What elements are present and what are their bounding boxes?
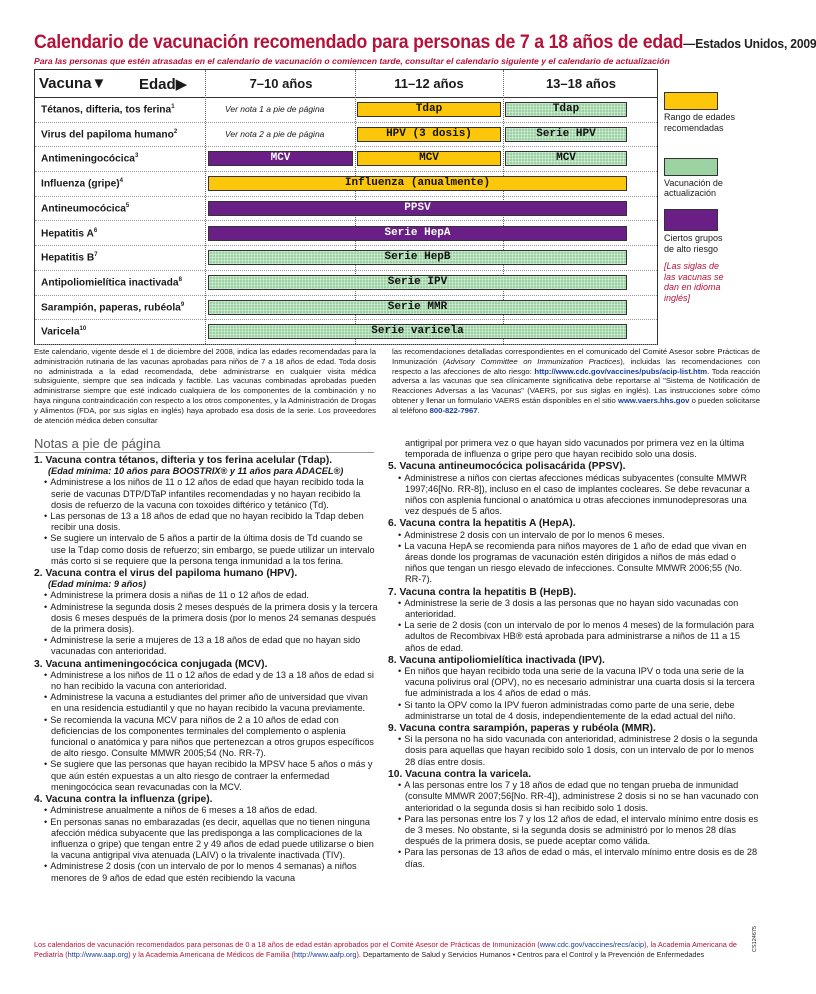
note-2-list <box>44 590 379 657</box>
note-10-title: 10. Vacuna contra la varicela. <box>388 768 532 780</box>
schedule-row <box>35 271 657 296</box>
acip-link[interactable]: http://www.cdc.gov/vaccines/pubs/acip-list.htm <box>534 366 708 376</box>
page-header <box>34 32 816 66</box>
legend <box>664 92 764 304</box>
acip-recs-link[interactable]: www.cdc.gov/vaccines/recs/acip <box>539 940 645 949</box>
schedule-row <box>35 147 657 172</box>
title-sub: —Estados Unidos, 2009 <box>683 36 816 51</box>
note-5-list <box>398 473 760 518</box>
note-item: • La serie de 2 dosis (con un intervalo de por lo menos 4 meses) de la formulación para adultos de Recombivax HB® está aprobada para administrarse a niños de 11 a 15 años de edad. <box>398 620 760 654</box>
note-1-list <box>44 477 379 567</box>
notes-right-column <box>388 438 760 870</box>
vaccine-label: Antineumocócica$^5$ <box>41 202 130 215</box>
legend-swatch-recommended <box>664 92 718 110</box>
legend-recommended: Rango de edades recomendadas <box>664 112 736 133</box>
vaccine-label: Sarampión, paperas, rubéola$^9$ <box>41 301 185 313</box>
vaers-link[interactable]: www.vaers.hhs.gov <box>617 395 690 405</box>
schedule-note: Ver nota 2 a pie de página <box>225 128 325 139</box>
schedule-row <box>35 296 657 321</box>
note-item: • Se recomienda la vacuna MCV para niños de 2 a 10 años de edad con deficiencias de los componentes terminales del complemento o asplenia funcional o anatómica y para niños que pertenezcan a otros grupos específicos de alto riesgo. Consulte MMWR 2005;54 (No. RR-7). <box>44 715 379 760</box>
note-10-list <box>398 780 760 870</box>
title-main: Calendario de vacunación recomendado para personas de 7 a 18 años de edad <box>34 32 684 53</box>
note-item: • Para las personas de 13 años de edad o más, el intervalo mínimo entre dosis es de 28 días. <box>398 847 760 869</box>
edad-header: Edad▶ <box>139 76 188 93</box>
schedule-bar: Tdap <box>357 102 501 117</box>
schedule-row <box>35 320 657 345</box>
schedule-bar: Serie IPV <box>208 275 627 290</box>
schedule-row <box>35 246 657 271</box>
note-item: • Administrese la vacuna a estudiantes del primer año de universidad que vivan en una residencia estudiantil y que no hayan recibido la vacuna previamente. <box>44 692 379 714</box>
vaccine-label: Antipoliomielítica inactivada$^8$ <box>41 276 182 289</box>
schedule-table <box>34 69 658 345</box>
legend-swatch-highrisk <box>664 209 718 231</box>
schedule-bar: MCV <box>208 151 353 166</box>
note-4-title: 4. Vacuna contra la influenza (gripe). <box>34 794 213 806</box>
note-6-list <box>398 530 760 586</box>
note-item: • Se sugiere que las personas que hayan recibido la MPSV hace 5 años o más y que aún estén expuestas a un alto riesgo de contraer la enfermedad meningocócica sean revacunadas con la MCV. <box>44 759 379 793</box>
note-item: • Si tanto la OPV como la IPV fueron administradas como parte de una serie, debe administrarse un total de 4 dosis, independientemente de la edad actual del niño. <box>398 700 760 722</box>
vaers-phone: 800-822-7967 <box>429 405 478 415</box>
vaccine-label: Virus del papiloma humano$^2$ <box>41 128 178 141</box>
note-item: • Las personas de 13 a 18 años de edad que no hayan recibido la Tdap deben recibir una dosis. <box>44 511 379 533</box>
notes-title: Notas a pie de página <box>34 436 161 451</box>
schedule-header <box>35 70 657 98</box>
schedule-row <box>35 98 657 123</box>
schedule-row <box>35 172 657 197</box>
note-3-title: 3. Vacuna antimeningocócica conjugada (MCV). <box>34 658 268 670</box>
note-item: • Para las personas entre los 7 y los 12 años de edad, el intervalo mínimo entre dosis es de 3 meses. No obstante, si la segunda dosis se administró por lo menos 28 días después de la primera dosis, se puede aceptar como válida. <box>398 814 760 848</box>
footnote-ref: 3 <box>134 153 139 160</box>
note-item: • Administrese anualmente a niños de 6 meses a 18 años de edad. <box>44 805 379 816</box>
schedule-bar: MCV <box>505 151 627 166</box>
schedule-bar: Serie HepB <box>208 250 627 265</box>
schedule-bar: PPSV <box>208 201 627 216</box>
footer: Los calendarios de vacunación recomendados para personas de 0 a 18 años de edad están aprobados por el Comité Asesor de Prácticas de Inmunización (www.cdc.gov/vaccines/recs/acip), la Academia Americana de Pediatría (http://www.aap.org) y la Academia Americana de Médicos de Familia (http://www.aafp.org). Departamento de Salud y Servicios Humanos • Centros para el Control y la Prevención de Enfermedades <box>34 940 737 959</box>
schedule-note: Ver nota 1 a pie de página <box>225 104 325 114</box>
note-7-list <box>398 598 760 654</box>
page-title <box>34 32 816 54</box>
footnote-ref: 5 <box>125 202 130 209</box>
footnote-ref: 9 <box>180 301 185 308</box>
note-item: • En personas sanas no embarazadas (es decir, aquellas que no tienen ninguna afección médica subyacente que las predisponga a las complicaciones de la influenza o gripe) que tengan entre 2 y 49 años de edad puede utilizarse o bien la vacuna antigripal viva atenuada (LAIV) o la trivalente inactivada (TIV). <box>44 817 379 862</box>
doc-code: CS124675 <box>752 926 758 952</box>
age-col-11-12: 11–12 años <box>394 76 464 91</box>
schedule-bar: Tdap <box>505 102 627 117</box>
note-1-min: (Edad mínima: 10 años para BOOSTRIX® y 11 años para ADACEL®) <box>48 466 344 477</box>
footnote-ref: 10 <box>79 326 87 333</box>
note-item: • Administrese la serie a mujeres de 13 a 18 años de edad que no hayan sido vacunadas con anterioridad. <box>44 635 379 657</box>
note-item: • En niños que hayan recibido toda una serie de la vacuna IPV o toda una serie de la vacuna polivirus oral (OPV), no es necesario administrar una cuarta dosis si la tercera fue administrada a los 4 años de edad o más. <box>398 666 760 700</box>
age-col-7-10: 7–10 años <box>249 76 313 91</box>
intro-left: Este calendario, vigente desde el 1 de diciembre del 2008, indica las edades recomendadas para la administración rutinaria de las vacunas aprobadas para niños de 7 a 18 años de edad. Toda dosis no administrada a la edad recomendada, debe administrarse en cualquier visita médica subsiguiente, siempre que sea indicada y factible. Las vacunas combinadas aprobadas pueden administrarse siempre que esté indicado cualquiera de los componentes de la combinación y no haya ninguna contraindicación con respecto a los otros componentes, y la Administración de Drogas y Alimentos (FDA, por sus siglas en inglés) haya aprobado esa dosis de la serie. Los proveedores de atención médica deben consultar <box>34 347 376 425</box>
vaccine-label: Varicela$^{10}$ <box>41 326 87 338</box>
note-item: • La vacuna HepA se recomienda para niños mayores de 1 año de edad que vivan en áreas donde los programas de vacunación estén dirigidos a niños de más edad o niños que tengan un riesgo elevado de infecciones. Consulte MMWR 2006;55 (No. RR-7). <box>398 541 760 586</box>
note-item: • Administrese la serie de 3 dosis a las personas que no hayan sido vacunadas con anterioridad. <box>398 598 760 620</box>
footnote-ref: 4 <box>119 178 124 185</box>
age-col-13-18: 13–18 años <box>545 76 617 91</box>
footer-dept: Departamento de Salud y Servicios Humanos • Centros para el Control y la Prevención de Enfermedades <box>362 949 705 959</box>
note-9-list <box>398 734 760 768</box>
note-2-title: 2. Vacuna contra el virus del papiloma humano (HPV). <box>34 568 298 580</box>
note-4-continued: antigripal por primera vez o que hayan sido vacunados por primera vez en la última temporada de influenza o gripe pero que hayan recibido solo una dosis. <box>405 438 745 460</box>
note-item: • Si la persona no ha sido vacunada con anterioridad, administrese 2 dosis o la segunda dosis para aquellas que hayan recibido solo 1 dosis, con un intervalo de por lo menos 28 días entre dosis. <box>398 734 760 768</box>
note-6-title: 6. Vacuna contra la hepatitis A (HepA). <box>388 518 576 530</box>
footnote-ref: 2 <box>173 128 178 135</box>
footnote-ref: 6 <box>93 227 98 234</box>
note-item: • Administrese 2 dosis con un intervalo de por lo menos 6 meses. <box>398 530 760 541</box>
schedule-bar: Serie HepA <box>208 226 627 241</box>
note-8-title: 8. Vacuna antipoliomielítica inactivada (IPV). <box>388 654 605 666</box>
footnote-ref: 1 <box>171 104 175 110</box>
page-subtitle: Para las personas que estén atrasadas en el calendario de vacunación o comiencen tarde, consultar el calendario siguiente y el calendario de actualización <box>34 56 670 66</box>
schedule-bar: HPV (3 dosis) <box>357 127 501 142</box>
intro-right: las recomendaciones detalladas correspondientes en el comunicado del Comité Asesor sobre Prácticas de Inmunización (Advisory Committee on Immunization Practices), incluidas las recomendaciones con respecto a las afecciones de alto riesgo: http://www.cdc.gov/vaccines/pubs/acip-list.htm. Toda reacción adversa a las vacunas que sea clínicamente significativa debe reportarse al "Sistema de Notificación de Reacciones Adversas a las Vacunas" (VAERS, por sus siglas en inglés). Las instrucciones sobre cómo obtener y llenar un formulario VAERS están disponibles en el sitio www.vaers.hhs.gov o pueden solicitarse al teléfono 800-822-7967. <box>392 347 761 415</box>
footnote-ref: 7 <box>94 252 98 259</box>
legend-catchup: Vacunación de actualización <box>664 177 723 199</box>
schedule-row <box>35 123 657 148</box>
note-item: • A las personas entre los 7 y 18 años de edad que no tengan prueba de inmunidad (consulte MMWR 2007;56[No. RR-4]), administrese 2 dosis si no se han vacunado con anterioridad o la segunda dosis si han recibido solo 1 dosis. <box>398 780 760 814</box>
footnote-ref: 8 <box>178 276 182 283</box>
vaccine-label: Hepatitis $B^7$ <box>41 252 98 264</box>
note-item: • Administrese 2 dosis (con un intervalo de por lo menos 4 semanas) a niños menores de 9 años de edad que estén recibiendo la vacuna <box>44 861 379 883</box>
schedule-bar: Influenza (anualmente) <box>208 176 627 191</box>
vaccine-label: Hepatitis $A^6$ <box>41 227 98 239</box>
legend-highrisk: Ciertos grupos de alto riesgo <box>664 233 723 254</box>
note-2-min: (Edad mínima: 9 años) <box>48 579 147 590</box>
aap-link[interactable]: http://www.aap.org <box>67 949 129 959</box>
notes-divider <box>34 452 374 453</box>
schedule-bar: Serie varicela <box>208 324 627 339</box>
vaccine-label: Influenza (gripe)$^4$ <box>41 178 124 190</box>
note-item: • Se sugiere un intervalo de 5 años a partir de la última dosis de Td cuando se use la Tdap como dosis de refuerzo; sin embargo, se puede utilizar un intervalo más corto si se requiere que la persona tenga inmunidad a la tos ferina. <box>44 533 379 567</box>
note-7-title: 7. Vacuna contra la hepatitis B (HepB). <box>388 586 577 598</box>
schedule-row <box>35 222 657 247</box>
note-item: • Administrese la primera dosis a niñas de 11 o 12 años de edad. <box>44 590 379 601</box>
note-4-list <box>44 805 379 883</box>
vaccine-label: Tétanos, difteria, tos ferina$^1$ <box>41 104 175 116</box>
note-5-title: 5. Vacuna antineumocócica polisacárida (PPSV). <box>388 461 626 473</box>
note-9-title: 9. Vacuna contra sarampión, paperas y rubéola (MMR). <box>388 723 656 735</box>
legend-note: [Las siglas de las vacunas se dan en idioma inglés] <box>664 260 724 304</box>
aafp-link[interactable]: http://www.aafp.org <box>293 949 357 959</box>
note-8-list <box>398 666 760 722</box>
note-item: • Administrese la segunda dosis 2 meses después de la primera dosis y la tercera dosis 6 meses después de la primera dosis (por lo menos 24 semanas después de la primera dosis). <box>44 602 379 636</box>
legend-swatch-catchup <box>664 158 718 176</box>
schedule-row <box>35 197 657 222</box>
note-item: • Administrese a los niños de 11 o 12 años de edad y de 13 a 18 años de edad si no han recibido la vacuna con anterioridad. <box>44 670 379 692</box>
vaccine-label: Antimeningocócica$^3$ <box>41 153 139 165</box>
notes-left-column <box>34 454 379 884</box>
note-item: • Administrese a niños con ciertas afecciones médicas subyacentes (consulte MMWR 1997;46[No. RR-8]), incluso en el caso de implantes cocleares. Se debe revacunar a niños con asplenia funcional o anatómica u otras afecciones inmunodepresoras una vez después de 5 años. <box>398 473 760 518</box>
schedule-bar: Serie MMR <box>208 300 627 315</box>
vacuna-header: Vacuna▼ <box>39 75 107 92</box>
note-3-list <box>44 670 379 793</box>
schedule-bar: Serie HPV <box>505 127 627 142</box>
note-1-title: 1. Vacuna contra tétanos, difteria y tos ferina acelular (Tdap). <box>34 455 333 466</box>
note-item: • Administrese a los niños de 11 o 12 años de edad que hayan recibido toda la serie de vacunas DTP/DTaP infantiles recomendadas y no hayan recibido la dosis de refuerzo de la vacuna con toxoides diftérico y tetánico (Td). <box>44 477 379 511</box>
schedule-bar: MCV <box>357 151 501 166</box>
